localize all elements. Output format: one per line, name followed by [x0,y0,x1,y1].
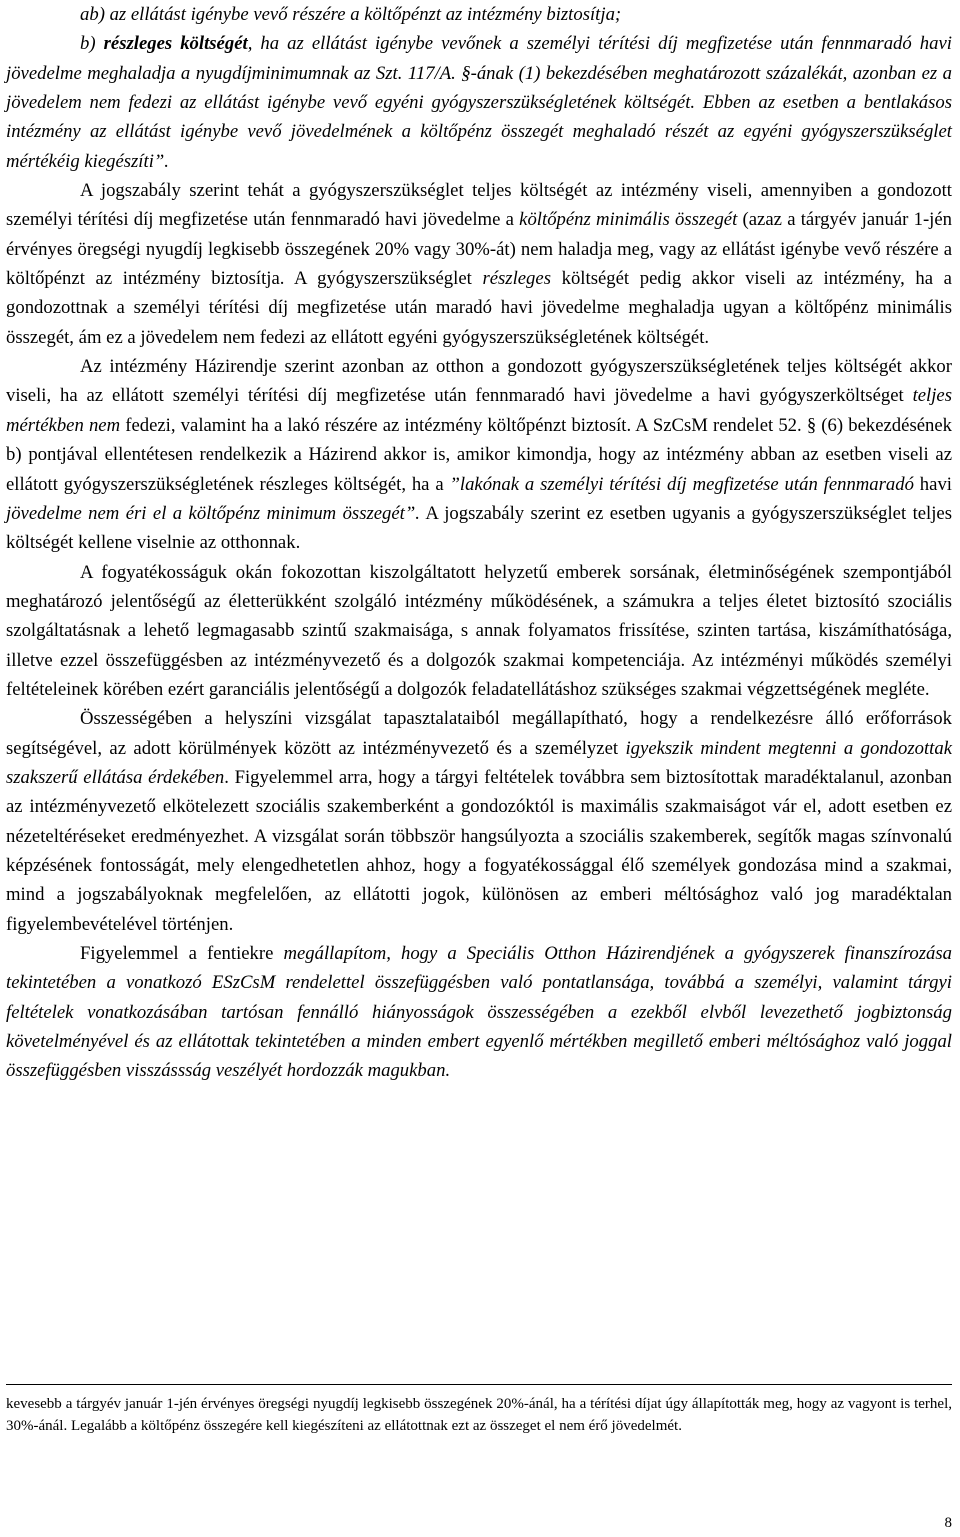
paragraph-text: Összességében a helyszíni vizsgálat tapasztalataiból megállapítható, hogy a rendelkezésre álló erőforrások segítségével, az adott körülmények között az intézményvezető és a személyzet [6,708,952,759]
paragraph-text: A jogszabály szerint tehát a gyógyszerszükséglet teljes költségét az intézmény viseli, amennyiben a gondozott személyi térítési díj megfizetése után fennmaradó havi jövedelme a [6,180,952,231]
emphasis-text: részleges [482,268,551,290]
paragraph-text: (azaz a tárgyév január 1-jén érvényes öregségi nyugdíj legkisebb összegének 20% vagy 30%-át) nem haladja meg, vagy az ellátást igénybe vevő részére a költőpénzt az intézmény biztosítja. A gyógyszerszükséglet [6,209,953,290]
paragraph-house-rules [6,352,952,557]
footnote-separator [6,1384,952,1385]
paragraph-text: . Figyelemmel arra, hogy a tárgyi feltételek továbbra sem biztosítottak maradéktalanul, azonban az intézményvezető elkötelezett szociális szakemberként a gondozóktól is maximális szakmaiságot vár el, adott esetben ez nézeteltéréseket eredményezhet. A vizsgálat során többször hangsúlyozta a szociális szakemberek, segítők magas színvonalú képzésének fontosságát, mely elengedhetetlen ahhoz, hogy a fogyatékossággal élő személyek gondozása mind a szakmai, mind a jogszabályoknak megfelelően, az ellátotti jogok, különösen az emberi méltósághoz való jog maradéktalan figyelembevételével történjen. [6,766,952,935]
paragraph-legal-summary [6,176,952,352]
quoted-text: ”lakónak a személyi térítési díj megfizetése után fennmaradó [449,473,914,495]
page-number: 8 [944,1515,952,1531]
paragraph-text: fedezi, valamint ha a lakó részére az intézmény költőpénzt biztosít. A SzCsM rendelet 52. § (6) bekezdésének b) pontjával ellentétesen rendelkezik a Házirend akkor is, amikor kimondja, hogy az intézmény abban az esetben viseli az ellátott gyógyszerszükségletének részleges költségét, ha a [6,414,952,495]
emphasis-text: igyekszik mindent megtenni a gondozottak szakszerű ellátása érdekében [6,737,953,788]
paragraph-ab [6,0,952,29]
footnote [6,1393,952,1438]
emphasis-text: teljes mértékben nem [6,385,952,436]
footnote-text: kevesebb a tárgyév január 1-jén érvényes öregségi nyugdíj legkisebb összegének 20%-ánál, ha a térítési díjat úgy állapították meg, hogy az vagyont is terhel, 30%-ánál. Legalább a költőpénz összegére kell kiegészíteni az ellátottnak ezt az összeget el nem érő jövedelmét. [6,1396,952,1435]
paragraph-competence [6,558,952,705]
quoted-text: jövedelme nem éri el a költőpénz minimum összegét”. [6,502,420,524]
paragraph-text: A fogyatékosságuk okán fokozottan kiszolgáltatott helyzetű emberek sorsának, életminőségének szempontjából meghatározó jelentőségű az életterükként szolgáló intézmény működésének, a számukra a teljes életet biztosító szociális szolgáltatásnak a lehető legmagasabb szintű szakmaisága, s annak folyamatos frissítése, szinten tartása, kiszámíthatósága, illetve ezzel összefüggésben az intézményvezető és a dolgozók szakmai kompetenciája. Az intézményi működés személyi feltételeinek körében ezért garanciális jelentőségű a dolgozók feladatellátáshoz szükséges szakmai végzettségének megléte. [6,561,952,700]
paragraph-text: b) [80,33,104,55]
paragraph-text: költségét pedig akkor viseli az intézmény, ha a gondozottnak a személyi térítési díj megfizetése után maradó havi jövedelme meghaladja ugyan a költőpénz minimális összegét, ám ez a jövedelem nem fedezi az ellátott egyéni gyógyszerszükségletének költségét. [6,268,952,348]
paragraph-text: , ha az ellátást igénybe vevőnek a személyi térítési díj megfizetése után fennmaradó havi jövedelme meghaladja a nyugdíjminimumnak az Szt. 117/A. §-ának (1) bekezdésében meghatározott százalékát, azonban ez a jövedelem nem fedezi az ellátást igénybe vevő egyéni gyógyszerszükségletének költségét. [6,33,952,114]
emphasis-text: költőpénz minimális összegét [519,209,738,231]
paragraph-conclusion [6,939,952,1086]
emphasis-text: részleges költségét [103,33,248,55]
paragraph-summary [6,704,952,939]
paragraph-text: A jogszabály szerint ez esetben ugyanis a gyógyszerszükséglet teljes költségét kellene viselnie az otthonnak. [6,502,953,554]
paragraph-text: Az intézmény Házirendje szerint azonban az otthon a gondozott gyógyszerszükségletének teljes költségét akkor viseli, ha az ellátott személyi térítési díj megfizetése után fennmaradó havi jövedelme a havi gyógyszerköltséget [6,356,952,407]
paragraph-text: Figyelemmel a fentiekre [80,943,284,964]
paragraph-b [6,29,952,176]
paragraph-text: ab) az ellátást igénybe vevő részére a költőpénzt az intézmény biztosítja; [80,4,622,25]
emphasis-text: megállapítom, hogy a Speciális Otthon Házirendjének a gyógyszerek finanszírozása tekintetében a vonatkozó ESzCsM rendelettel összefüggésben való pontatlansága, továbbá a személyi, valamint tárgyi feltételek vonatkozásában tartósan fennálló hiányosságok összességében a ezekből elvből levezethető jogbiztonság követelményével és az ellátottak tekintetében a minden embert egyenlő mértékben megillető emberi méltósághoz való joggal összefüggésben visszássság veszélyét hordozzák magukban. [6,943,952,1082]
document-body [6,0,952,1086]
paragraph-text: havi [913,473,952,495]
paragraph-text: Ebben az esetben a bentlakásos intézmény az ellátást igénybe vevő jövedelmének a költőpénz összegét meghaladó részét az egyéni gyógyszerszükséglet mértékéig kiegészíti”. [6,92,952,172]
